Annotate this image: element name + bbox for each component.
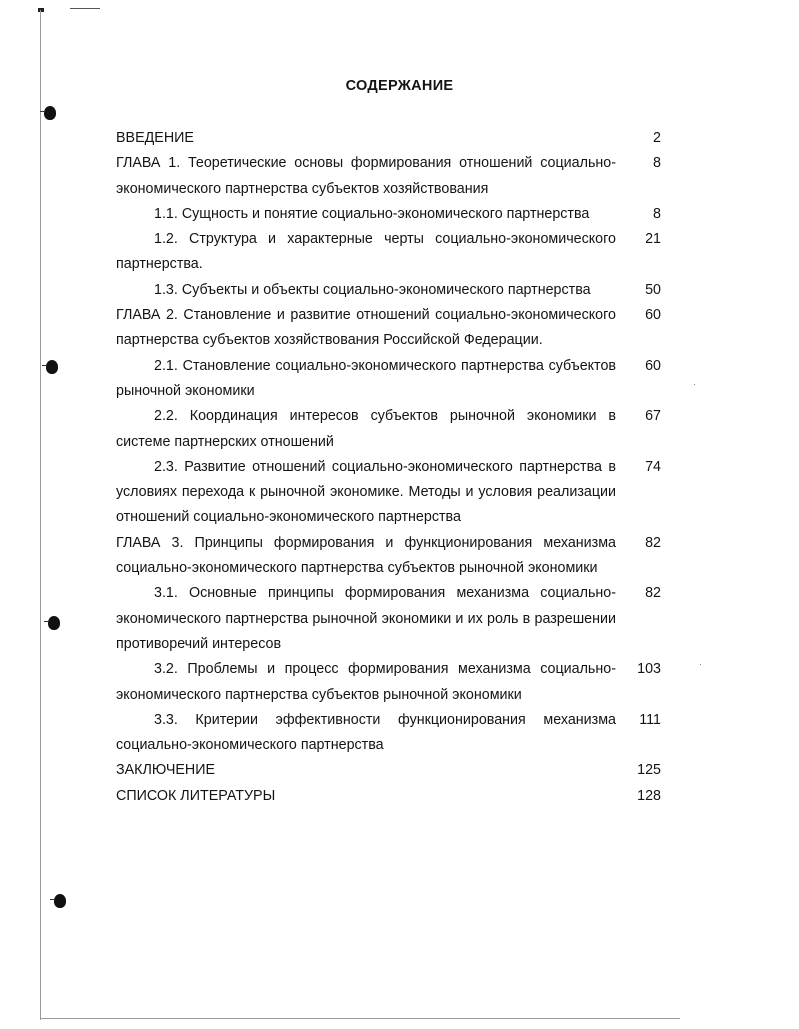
toc-entry-text: 2.1. Становление социально-экономического партнерства субъектов рыночной экономики [116,357,616,399]
toc-entry-page: 103 [637,661,661,678]
toc-entry-text: ГЛАВА 3. Принципы формирования и функционирования механизма социально-экономического партнерства субъектов рыночной экономики [116,534,616,577]
toc-entry-section-3-2 [116,657,661,708]
toc-entry-section-2-2 [116,404,661,455]
toc-entry-page: 82 [645,534,661,551]
toc-entry-page: 82 [645,585,661,602]
toc-entry-page: 2 [653,130,661,146]
toc-entry-page: 60 [645,357,661,374]
toc-entry-text: 2.3. Развитие отношений социально-экономического партнерства в условиях перехода к рыночной экономике. Методы и условия реализации отношений социально-экономического партнерства [116,458,616,526]
toc-entry-chapter-3 [116,531,661,582]
scan-edge-left [40,10,41,1020]
toc-entry-text: ЗАКЛЮЧЕНИЕ [116,762,216,779]
toc-entry-section-3-1 [116,581,661,657]
scan-speck [694,384,695,385]
toc-entry-text: 3.2. Проблемы и процесс формирования механизма социально-экономического партнерства субъектов рыночной экономики [116,661,616,703]
toc-entry-page: 74 [645,458,661,475]
toc-entry-chapter-2 [116,303,661,354]
toc-entry-chapter-1 [116,151,661,202]
toc-entry-page: 67 [645,408,661,425]
toc-entry-section-1-1 [116,202,661,227]
binding-hole-icon [44,106,56,120]
toc-entry-page: 111 [639,711,661,728]
toc-entry-section-1-3 [116,278,661,303]
toc-entry-section-2-3 [116,455,661,531]
toc-entry-page: 60 [645,307,661,324]
toc-entry-page: 128 [637,787,661,804]
toc-entry-bibliography [116,784,661,809]
toc-entry-section-2-1 [116,354,661,405]
toc-entry-text: ГЛАВА 2. Становление и развитие отношений социально-экономического партнерства субъектов хозяйствования Российской Федерации. [116,307,616,349]
toc-entry-page: 8 [653,205,661,222]
binding-hole-icon [48,616,60,630]
toc-entry-text: ГЛАВА 1. Теоретические основы формирования отношений социально-экономического партнерства субъектов хозяйствования [116,155,616,197]
toc-entry-text: ВВЕДЕНИЕ [116,130,194,146]
toc-entry-page: 125 [637,762,661,779]
scan-speck [700,664,701,665]
toc-entry-section-3-3 [116,708,661,759]
binding-hole-icon [46,360,58,374]
toc-entry-text: 1.3. Субъекты и объекты социально-экономического партнерства [154,281,591,298]
toc-entry-text: 1.2. Структура и характерные черты социально-экономического партнерства. [116,231,616,273]
toc-entry-conclusion [116,758,661,783]
toc-entry-page: 21 [645,231,661,248]
page-title: СОДЕРЖАНИЕ [345,78,454,94]
scan-edge-bottom [40,1018,680,1019]
toc-entry-text: 2.2. Координация интересов субъектов рыночной экономики в системе партнерских отношений [116,408,616,450]
toc-entry-text: 3.3. Критерии эффективности функционирования механизма социально-экономического партнерства [116,711,616,754]
toc-entry-text: 1.1. Сущность и понятие социально-экономического партнерства [154,205,590,222]
scan-mark [38,8,44,12]
scan-mark [70,8,100,9]
binding-hole-icon [54,894,66,908]
toc-entry-text: 3.1. Основные принципы формирования механизма социально-экономического партнерства рыночной экономики и их роль в разрешении противоречий интересов [116,585,616,652]
toc-entry-page: 50 [645,281,661,298]
toc-entry-introduction [116,126,661,151]
toc-entry-section-1-2 [116,227,661,278]
table-of-contents [116,126,661,809]
toc-entry-text: СПИСОК ЛИТЕРАТУРЫ [116,787,276,804]
toc-entry-page: 8 [653,155,661,172]
